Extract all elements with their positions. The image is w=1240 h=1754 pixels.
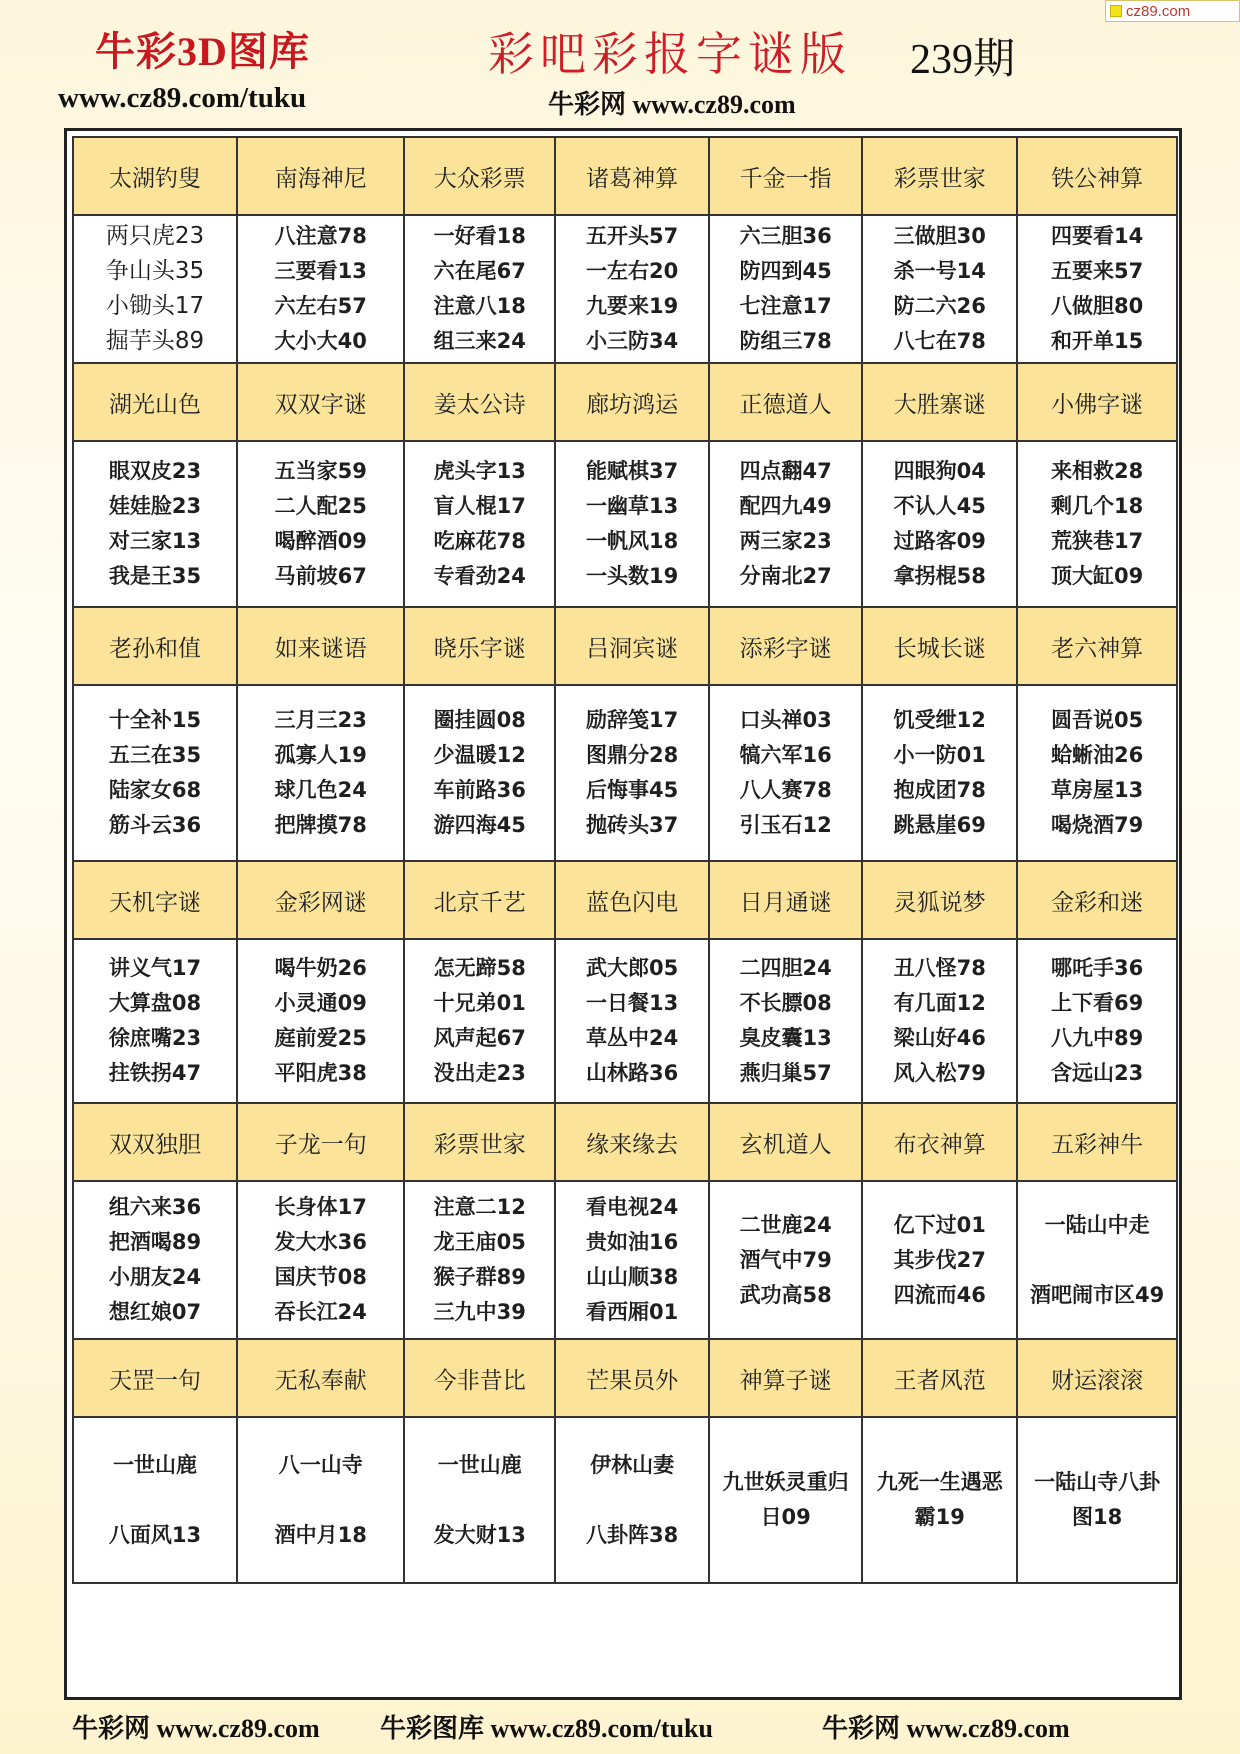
header-row — [73, 1339, 1177, 1417]
riddle-line: 三九中39 — [433, 1300, 526, 1324]
riddle-cell — [1017, 685, 1177, 861]
riddle-line: 怎无蹄58 — [433, 956, 526, 980]
riddle-line: 抛砖头37 — [586, 813, 679, 837]
riddle-line: 国庆节08 — [274, 1265, 367, 1289]
riddle-line: 圆吾说05 — [1051, 708, 1144, 732]
riddle-line: 四要看14 — [1051, 224, 1144, 248]
riddle-line: 能赋棋37 — [586, 459, 679, 483]
riddle-line: 盲人棍17 — [433, 494, 526, 518]
footer-right: 牛彩网 www.cz89.com — [822, 1714, 1070, 1743]
column-header: 晓乐字谜 — [404, 607, 555, 685]
riddle-line: 八做胆80 — [1051, 294, 1144, 318]
riddle-line: 争山头35 — [105, 258, 205, 284]
riddle-line: 一世山鹿 — [113, 1452, 198, 1477]
riddle-line — [556, 1483, 708, 1518]
riddle-cell — [555, 939, 709, 1103]
riddle-line: 酒吧闹市区49 — [1030, 1282, 1165, 1307]
riddle-cell — [862, 939, 1017, 1103]
riddle-cell — [862, 1417, 1017, 1583]
riddle-line: 发大财13 — [433, 1522, 526, 1547]
riddle-line: 防二六26 — [893, 294, 986, 318]
riddle-line: 少温暖12 — [433, 743, 526, 767]
riddle-line: 励辞笺17 — [586, 708, 679, 732]
riddle-line: 我是王35 — [108, 564, 202, 588]
riddle-line: 游四海45 — [433, 813, 526, 837]
watermark-text: cz89.com — [1126, 2, 1191, 20]
header-row — [73, 607, 1177, 685]
riddle-line: 两只虎23 — [105, 223, 205, 249]
riddle-line: 风声起67 — [433, 1026, 526, 1050]
column-header: 金彩和迷 — [1017, 861, 1177, 939]
riddle-cell — [862, 685, 1017, 861]
header-row — [73, 1103, 1177, 1181]
riddle-line: 猴子群89 — [433, 1265, 526, 1289]
riddle-cell — [709, 215, 862, 363]
riddle-line: 孤寡人19 — [274, 743, 367, 767]
riddle-line: 杀一号14 — [893, 259, 986, 283]
column-header: 财运滚滚 — [1017, 1339, 1177, 1417]
column-header: 湖光山色 — [73, 363, 237, 441]
riddle-cell — [73, 939, 237, 1103]
riddle-line: 三月三23 — [274, 708, 367, 732]
riddle-line: 九死一生遇恶 — [876, 1470, 1003, 1494]
riddle-line: 蛤蜥油26 — [1051, 743, 1144, 767]
column-header: 神算子谜 — [709, 1339, 862, 1417]
riddle-cell — [404, 1417, 555, 1583]
header-row — [73, 137, 1177, 215]
riddle-line: 四点翻47 — [739, 459, 832, 483]
riddle-line: 平阳虎38 — [274, 1061, 367, 1085]
riddle-line — [405, 1483, 554, 1518]
content-row — [73, 441, 1177, 607]
riddle-line: 专看劲24 — [433, 564, 526, 588]
riddle-line: 十全补15 — [108, 708, 202, 732]
riddle-line: 眼双皮23 — [108, 459, 202, 483]
riddle-line — [74, 1483, 236, 1518]
column-header: 姜太公诗 — [404, 363, 555, 441]
riddle-line: 口头禅03 — [739, 708, 832, 732]
column-header: 彩票世家 — [404, 1103, 555, 1181]
riddle-line: 喝牛奶26 — [274, 956, 367, 980]
riddle-line: 五开头57 — [586, 224, 679, 248]
column-header: 布衣神算 — [862, 1103, 1017, 1181]
column-header: 正德道人 — [709, 363, 862, 441]
riddle-line: 龙王庙05 — [433, 1230, 526, 1254]
riddle-line: 组六来36 — [108, 1195, 202, 1219]
riddle-line: 梁山好46 — [893, 1026, 986, 1050]
riddle-cell — [237, 1181, 404, 1339]
riddle-line: 六在尾67 — [433, 259, 526, 283]
riddle-cell — [73, 685, 237, 861]
riddle-cell — [404, 685, 555, 861]
footer-mid: 牛彩图库 www.cz89.com/tuku — [380, 1714, 713, 1743]
content-row — [73, 1417, 1177, 1583]
header-row — [73, 861, 1177, 939]
riddle-line: 小朋友24 — [108, 1265, 202, 1289]
riddle-cell — [862, 1181, 1017, 1339]
riddle-line: 一头数19 — [586, 564, 679, 588]
column-header: 太湖钓叟 — [73, 137, 237, 215]
column-header: 无私奉献 — [237, 1339, 404, 1417]
riddle-line: 一世山鹿 — [437, 1452, 522, 1477]
riddle-line: 掘芋头89 — [105, 328, 205, 354]
riddle-cell — [73, 1181, 237, 1339]
riddle-line: 图鼎分28 — [586, 743, 679, 767]
riddle-line: 四眼狗04 — [893, 459, 986, 483]
logo-square-icon — [1110, 5, 1122, 17]
riddle-line: 其步伐27 — [893, 1247, 986, 1272]
riddle-line: 山林路36 — [586, 1061, 679, 1085]
riddle-line: 组三来24 — [433, 329, 526, 353]
riddle-line: 拄铁拐47 — [108, 1061, 202, 1085]
riddle-line: 分南北27 — [739, 564, 832, 588]
riddle-cell — [237, 685, 404, 861]
riddle-line: 草丛中24 — [586, 1026, 679, 1050]
column-header: 子龙一句 — [237, 1103, 404, 1181]
riddle-cell — [709, 1417, 862, 1583]
riddle-line: 草房屋13 — [1051, 778, 1144, 802]
riddle-line: 小灵通09 — [274, 991, 367, 1015]
riddle-line: 车前路36 — [433, 778, 526, 802]
riddle-cell — [237, 1417, 404, 1583]
riddle-line: 上下看69 — [1051, 991, 1144, 1015]
footer-left: 牛彩网 www.cz89.com — [72, 1714, 320, 1743]
column-header: 今非昔比 — [404, 1339, 555, 1417]
riddle-line: 五要来57 — [1051, 259, 1144, 283]
column-header: 如来谜语 — [237, 607, 404, 685]
riddle-line: 拿拐棍58 — [893, 564, 986, 588]
riddle-line: 燕归巢57 — [739, 1061, 832, 1085]
riddle-line: 一帆风18 — [586, 529, 679, 553]
content-row — [73, 939, 1177, 1103]
riddle-line: 球几色24 — [274, 778, 367, 802]
riddle-line: 想红娘07 — [108, 1300, 202, 1324]
riddle-line: 八九中89 — [1051, 1026, 1144, 1050]
column-header: 双双独胆 — [73, 1103, 237, 1181]
riddle-line: 配四九49 — [739, 494, 832, 518]
riddle-line: 一左右20 — [586, 259, 679, 283]
riddle-line: 六三胆36 — [739, 224, 832, 248]
column-header: 玄机道人 — [709, 1103, 862, 1181]
riddle-line: 两三家23 — [739, 529, 832, 553]
riddle-line: 饥受绁12 — [893, 708, 986, 732]
riddle-line: 抱成团78 — [893, 778, 986, 802]
riddle-cell — [73, 215, 237, 363]
riddle-line: 亿下过01 — [893, 1212, 986, 1237]
riddle-line: 七注意17 — [739, 294, 832, 318]
column-header: 蓝色闪电 — [555, 861, 709, 939]
column-header: 老孙和值 — [73, 607, 237, 685]
riddle-cell — [237, 215, 404, 363]
column-header: 廊坊鸿运 — [555, 363, 709, 441]
header-row — [73, 363, 1177, 441]
riddle-line: 小锄头17 — [105, 293, 205, 319]
riddle-cell — [237, 939, 404, 1103]
riddle-line: 四流而46 — [893, 1282, 986, 1307]
riddle-line: 山山顺38 — [586, 1265, 679, 1289]
riddle-line: 吞长江24 — [274, 1300, 367, 1324]
column-header: 王者风范 — [862, 1339, 1017, 1417]
riddle-line: 霸19 — [914, 1505, 965, 1529]
riddle-line: 三做胆30 — [893, 224, 986, 248]
riddle-cell — [555, 1417, 709, 1583]
riddle-line: 发大水36 — [274, 1230, 367, 1254]
column-header: 灵狐说梦 — [862, 861, 1017, 939]
riddle-line: 后悔事45 — [586, 778, 679, 802]
riddle-cell — [1017, 1417, 1177, 1583]
riddle-line: 二人配25 — [274, 494, 367, 518]
riddle-line: 有几面12 — [893, 991, 986, 1015]
riddle-line: 五当家59 — [274, 459, 367, 483]
content-row — [73, 685, 1177, 861]
page-title: 彩吧彩报字谜版 — [488, 27, 852, 81]
riddle-line: 大算盘08 — [108, 991, 202, 1015]
column-header: 添彩字谜 — [709, 607, 862, 685]
riddle-line: 五三在35 — [108, 743, 202, 767]
riddle-line: 八一山寺 — [278, 1452, 363, 1477]
riddle-line: 注意八18 — [433, 294, 526, 318]
content-row — [73, 215, 1177, 363]
riddle-line: 引玉石12 — [739, 813, 832, 837]
riddle-cell — [1017, 215, 1177, 363]
riddle-line: 小三防34 — [586, 329, 679, 353]
riddle-line: 九世妖灵重归 — [722, 1470, 849, 1494]
riddle-cell — [555, 215, 709, 363]
riddle-line: 十兄弟01 — [433, 991, 526, 1015]
sub-url: 牛彩网 www.cz89.com — [548, 90, 796, 119]
riddle-line: 对三家13 — [108, 529, 202, 553]
riddle-line: 酒气中79 — [739, 1247, 832, 1272]
riddle-line: 不长膘08 — [739, 991, 832, 1015]
column-header: 日月通谜 — [709, 861, 862, 939]
column-header: 金彩网谜 — [237, 861, 404, 939]
riddle-line: 把酒喝89 — [108, 1230, 202, 1254]
column-header: 天机字谜 — [73, 861, 237, 939]
riddle-line: 六左右57 — [274, 294, 367, 318]
riddle-line: 三要看13 — [274, 259, 367, 283]
riddle-line: 和开单15 — [1051, 329, 1144, 353]
column-header: 千金一指 — [709, 137, 862, 215]
riddle-line: 一陆山寺八卦 — [1034, 1470, 1161, 1494]
riddle-cell — [709, 1181, 862, 1339]
riddle-cell — [404, 215, 555, 363]
column-header: 缘来缘去 — [555, 1103, 709, 1181]
column-header: 天罡一句 — [73, 1339, 237, 1417]
riddle-line: 来相救28 — [1051, 459, 1144, 483]
riddle-cell — [237, 441, 404, 607]
riddle-cell — [1017, 441, 1177, 607]
riddle-line: 日09 — [760, 1505, 811, 1529]
riddle-line: 长身体17 — [274, 1195, 367, 1219]
riddle-cell — [555, 441, 709, 607]
riddle-cell — [73, 441, 237, 607]
riddle-line: 马前坡67 — [274, 564, 367, 588]
riddle-line: 八七在78 — [893, 329, 986, 353]
riddle-line: 八人赛78 — [739, 778, 832, 802]
riddle-line: 庭前爱25 — [274, 1026, 367, 1050]
riddle-line: 一好看18 — [433, 224, 526, 248]
column-header: 长城长谜 — [862, 607, 1017, 685]
riddle-line: 娃娃脸23 — [108, 494, 202, 518]
riddle-cell — [555, 1181, 709, 1339]
riddle-line: 臭皮囊13 — [739, 1026, 832, 1050]
riddle-line: 武大郎05 — [586, 956, 679, 980]
column-header: 南海神尼 — [237, 137, 404, 215]
column-header: 彩票世家 — [862, 137, 1017, 215]
riddle-line: 筋斗云36 — [108, 813, 202, 837]
riddle-line: 荒狭巷17 — [1051, 529, 1144, 553]
site-watermark — [1105, 0, 1240, 22]
riddle-line: 八卦阵38 — [586, 1522, 679, 1547]
riddle-line: 注意二12 — [433, 1195, 526, 1219]
riddle-line: 防组三78 — [739, 329, 832, 353]
riddle-line: 吃麻花78 — [433, 529, 526, 553]
riddle-cell — [709, 685, 862, 861]
riddle-cell — [709, 441, 862, 607]
riddle-cell — [404, 939, 555, 1103]
riddle-line: 八面风13 — [108, 1522, 202, 1547]
riddle-line: 虎头字13 — [433, 459, 526, 483]
riddle-line: 圈挂圆08 — [433, 708, 526, 732]
riddle-line: 看电视24 — [586, 1195, 679, 1219]
column-header: 老六神算 — [1017, 607, 1177, 685]
riddle-line: 图18 — [1072, 1505, 1123, 1529]
riddle-line: 二四胆24 — [739, 956, 832, 980]
riddle-cell — [404, 441, 555, 607]
riddle-line — [1018, 1243, 1176, 1278]
riddle-cell — [862, 441, 1017, 607]
riddle-line: 把牌摸78 — [274, 813, 367, 837]
brand-url: www.cz89.com/tuku — [58, 82, 307, 114]
riddle-cell — [1017, 939, 1177, 1103]
riddle-line: 喝醉酒09 — [274, 529, 367, 553]
riddle-line: 不认人45 — [893, 494, 986, 518]
column-header: 铁公神算 — [1017, 137, 1177, 215]
riddle-line: 贵如油16 — [586, 1230, 679, 1254]
column-header: 大胜寨谜 — [862, 363, 1017, 441]
riddle-cell — [709, 939, 862, 1103]
riddle-line: 陆家女68 — [108, 778, 202, 802]
column-header: 芒果员外 — [555, 1339, 709, 1417]
riddle-line: 武功高58 — [739, 1282, 832, 1307]
riddle-line: 九要来19 — [586, 294, 679, 318]
riddle-line: 一陆山中走 — [1044, 1212, 1150, 1237]
riddle-line: 风入松79 — [893, 1061, 986, 1085]
column-header: 北京千艺 — [404, 861, 555, 939]
riddle-grid — [72, 136, 1178, 1584]
column-header: 双双字谜 — [237, 363, 404, 441]
column-header: 诸葛神算 — [555, 137, 709, 215]
riddle-cell — [404, 1181, 555, 1339]
riddle-line: 过路客09 — [893, 529, 986, 553]
riddle-line: 丑八怪78 — [893, 956, 986, 980]
riddle-line — [238, 1483, 403, 1518]
riddle-line: 一日餐13 — [586, 991, 679, 1015]
riddle-line: 酒中月18 — [274, 1522, 367, 1547]
riddle-line: 小一防01 — [893, 743, 986, 767]
column-header: 吕洞宾谜 — [555, 607, 709, 685]
riddle-cell — [555, 685, 709, 861]
riddle-line: 一幽草13 — [586, 494, 679, 518]
riddle-line: 大小大40 — [274, 329, 367, 353]
riddle-line: 防四到45 — [739, 259, 832, 283]
issue-number: 239期 — [910, 37, 1016, 83]
riddle-line: 伊林山妻 — [590, 1452, 675, 1477]
riddle-line: 看西厢01 — [586, 1300, 679, 1324]
column-header: 五彩神牛 — [1017, 1103, 1177, 1181]
riddle-line: 犒六军16 — [739, 743, 832, 767]
brand-title: 牛彩3D图库 — [95, 29, 310, 74]
riddle-line: 含远山23 — [1051, 1061, 1144, 1085]
column-header: 小佛字谜 — [1017, 363, 1177, 441]
riddle-line: 讲义气17 — [108, 956, 202, 980]
riddle-line: 没出走23 — [433, 1061, 526, 1085]
riddle-cell — [1017, 1181, 1177, 1339]
riddle-line: 喝烧酒79 — [1051, 813, 1144, 837]
column-header: 大众彩票 — [404, 137, 555, 215]
riddle-line: 跳悬崖69 — [893, 813, 986, 837]
riddle-line: 八注意78 — [274, 224, 367, 248]
riddle-line: 二世鹿24 — [739, 1212, 832, 1237]
riddle-cell — [73, 1417, 237, 1583]
riddle-line: 徐庶嘴23 — [108, 1026, 202, 1050]
riddle-cell — [862, 215, 1017, 363]
riddle-line: 剩几个18 — [1051, 494, 1144, 518]
riddle-line: 哪吒手36 — [1051, 956, 1144, 980]
content-row — [73, 1181, 1177, 1339]
riddle-line: 顶大缸09 — [1051, 564, 1144, 588]
